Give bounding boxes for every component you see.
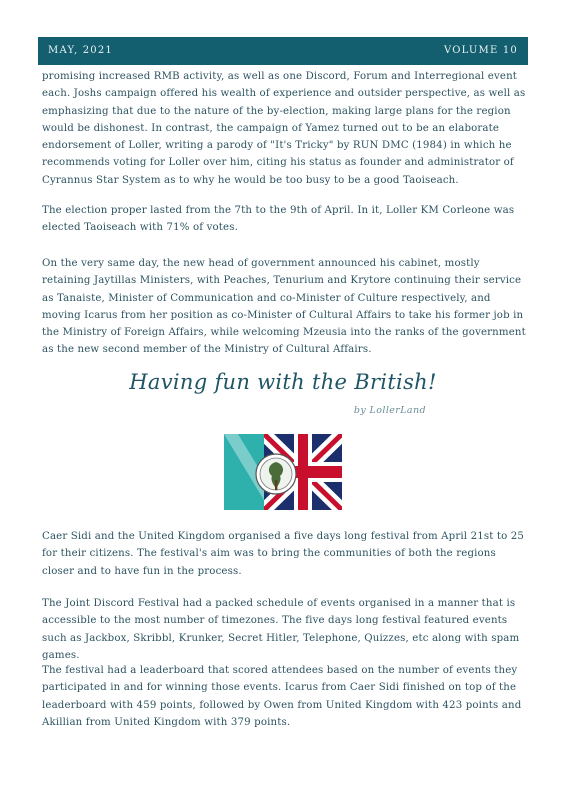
article-paragraph: On the very same day, the new head of government announced his cabinet, mostly retaining Jaytillas Ministers, with Peaches, Tenurium and Krytore continuing their service as Tanaiste, Minister of Communication and co-Minister of Culture respectively, and moving Icarus from her position as co-Minister of Cultural Affairs to take his former job in the Ministry of Foreign Affairs, while welcoming Mzeusia into the ranks of the government as the new second member of the Ministry of Cultural Affairs. [42, 258, 526, 356]
article-paragraph: promising increased RMB activity, as well as one Discord, Forum and Interregional event each. Joshs campaign offered his wealth of experience and outsider perspective, as well as emphasizing that due to the nature of the by-election, making large plans for the region would be dishonest. In contrast, the campaign of Yamez turned out to be an elaborate endorsement of Loller, writing a parody of "It's Tricky" by RUN DMC (1984) in which he recommends voting for Loller over him, citing his status as founder and administrator of Cyrannus Star System as to why he would be too busy to be a good Taoiseach. [42, 71, 526, 186]
article-paragraph: The election proper lasted from the 7th to the 9th of April. In it, Loller KM Corleone was elected Taoiseach with 71% of votes. [42, 205, 515, 234]
article-paragraph: Caer Sidi and the United Kingdom organised a five days long festival from April 21st to 25 for their citizens. The festival's aim was to bring the communities of both the regions closer and to have fun in the process. [42, 531, 525, 577]
article-paragraph: The festival had a leaderboard that scored attendees based on the number of events they participated in and for winning those events. Icarus from Caer Sidi finished on top of the leaderboard with 459 points, followed by Owen from United Kingdom with 423 points and Akillian from United Kingdom with 379 points. [42, 665, 522, 728]
issue-volume: VOLUME 10 [443, 45, 518, 56]
newsletter-header-bar [38, 37, 528, 65]
union-jack-caer-sidi-flag-icon [224, 434, 342, 510]
issue-date: MAY, 2021 [48, 45, 113, 56]
article-byline: by LollerLand [353, 405, 426, 416]
section-title: Having fun with the British! [129, 370, 437, 394]
article-paragraph: The Joint Discord Festival had a packed schedule of events organised in a manner that is accessible to the most number of timezones. The five days long festival featured events such as Jackbox, Skribbl, Krunker, Secret Hitler, Telephone, Quizzes, etc along with spam games. [42, 598, 520, 661]
